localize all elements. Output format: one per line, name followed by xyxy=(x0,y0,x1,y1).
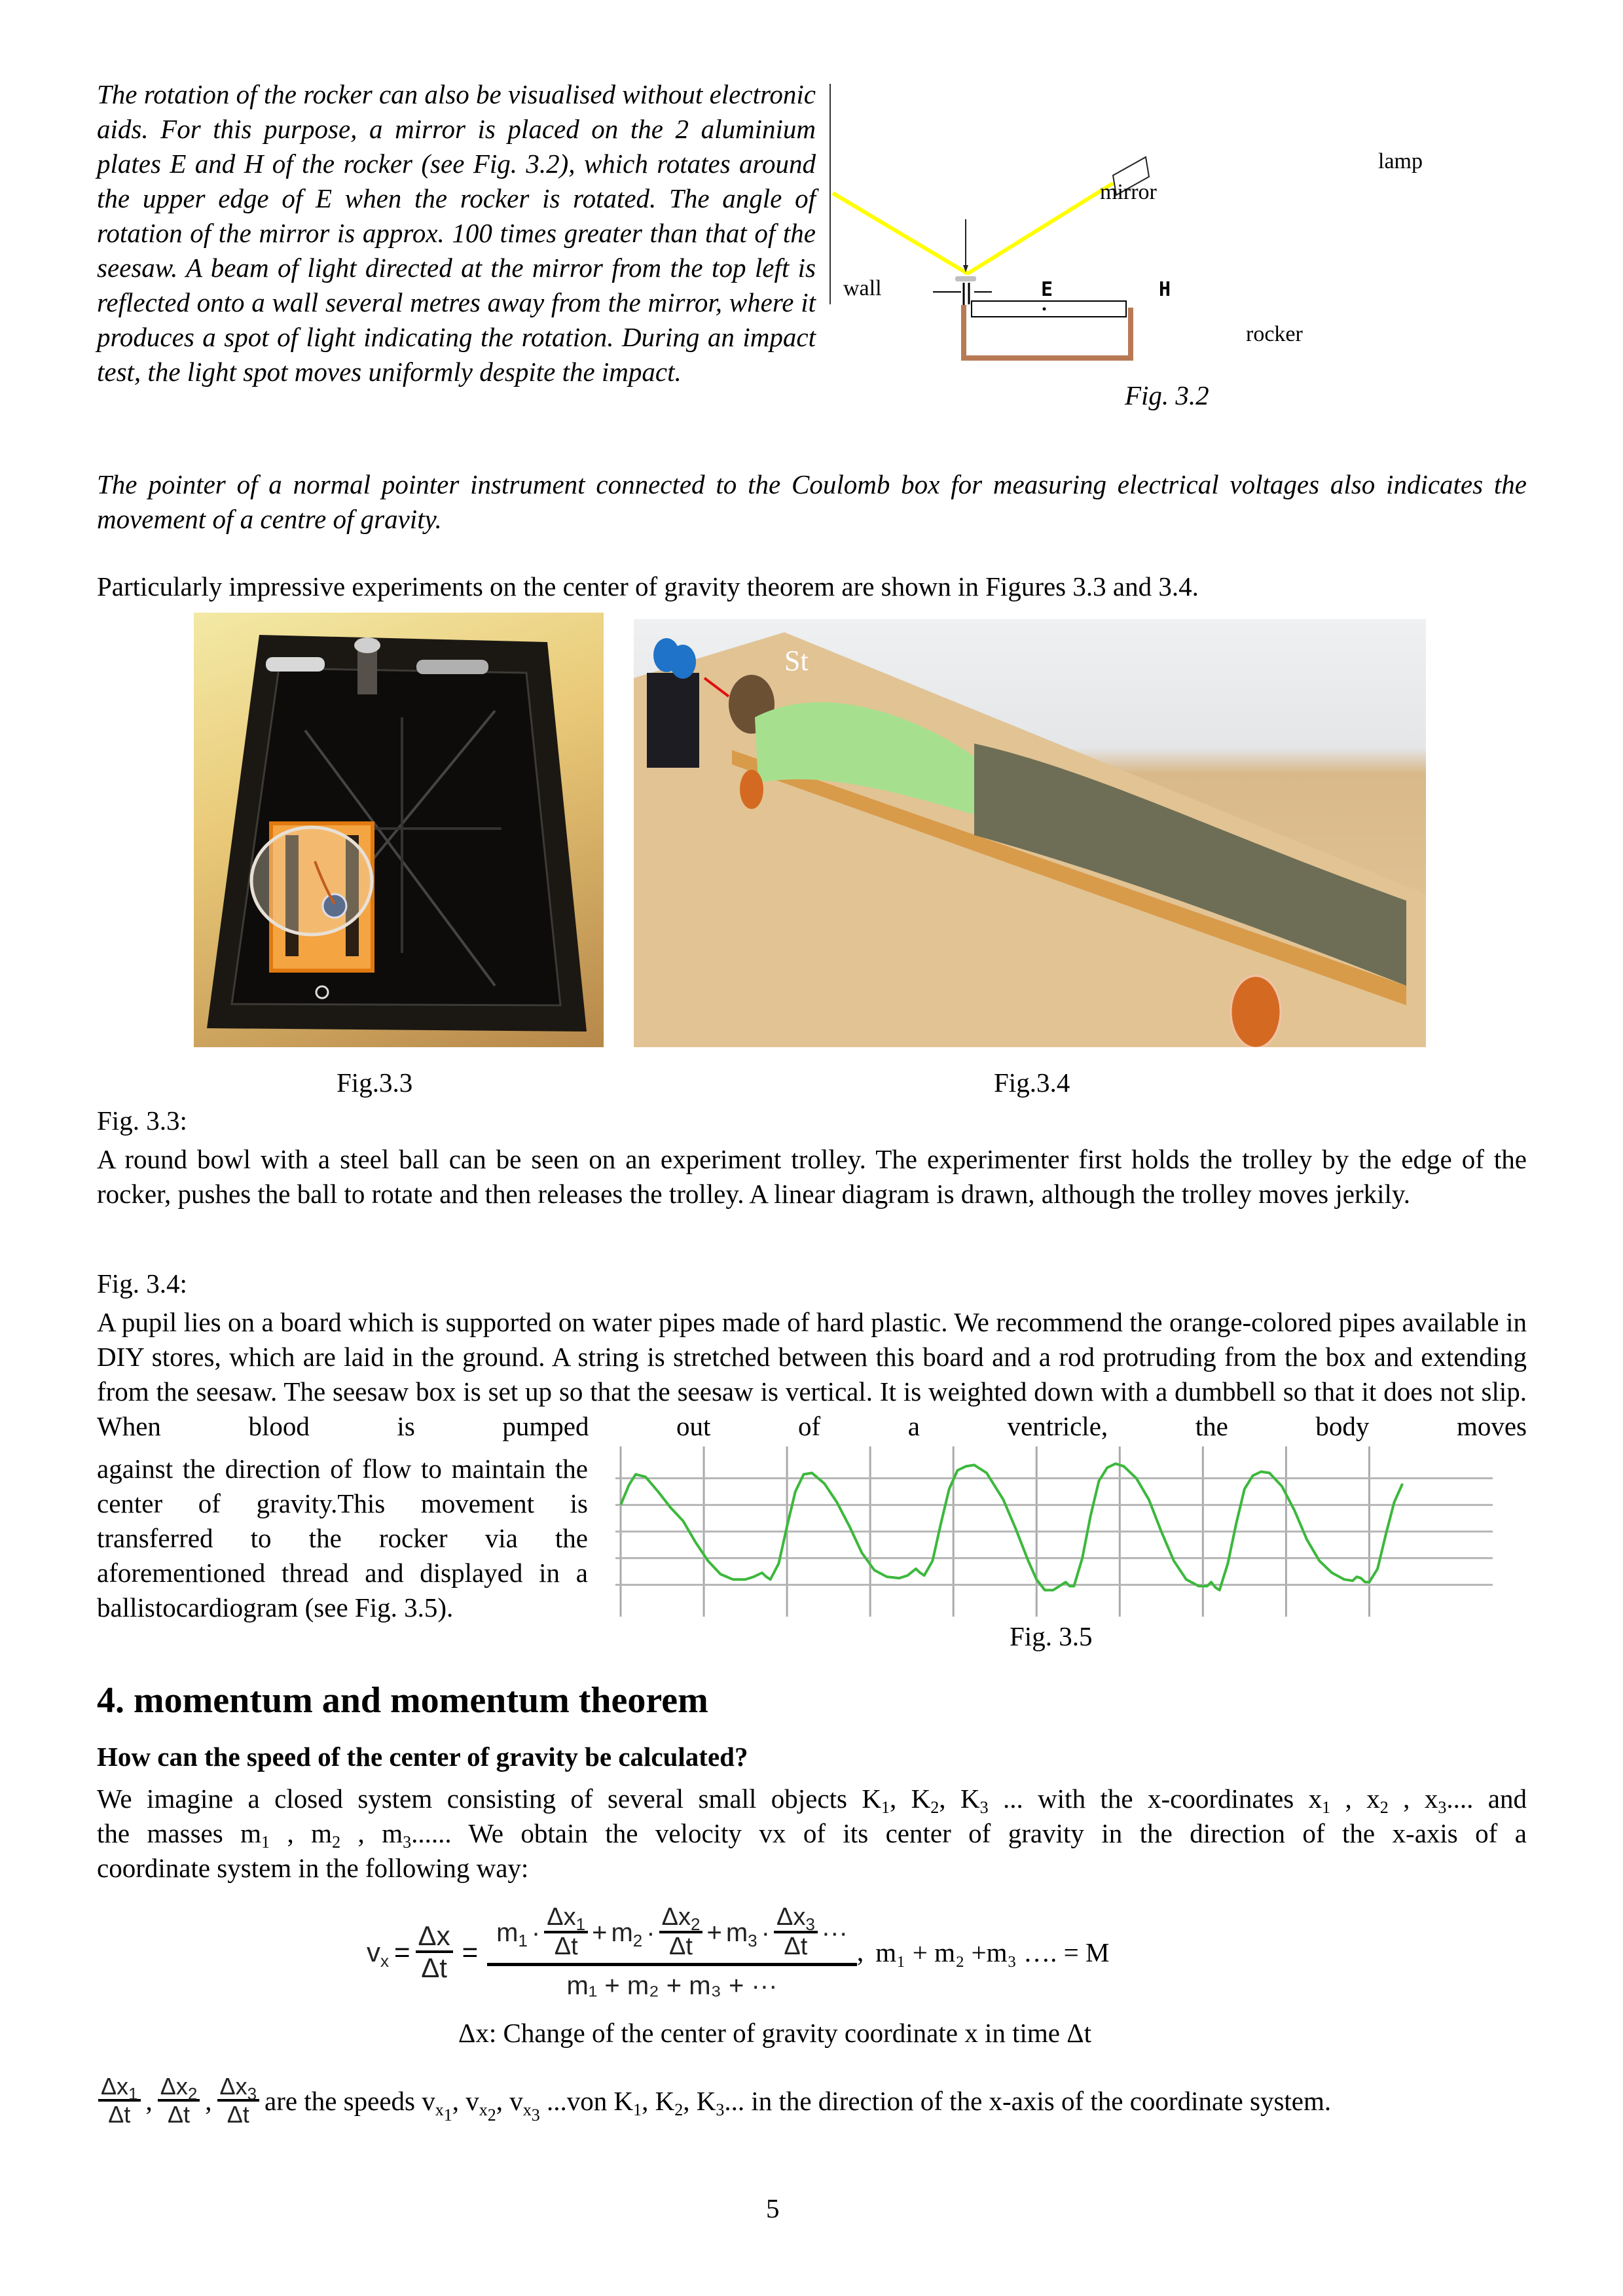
incident-beam xyxy=(968,183,1113,274)
label-plate-e: E xyxy=(1041,278,1053,301)
section-4-title: 4. momentum and momentum theorem xyxy=(97,1680,708,1721)
pivot-point xyxy=(1043,308,1046,311)
formula-numerator: $m_1$ · $\frac{\Delta x_1}{\Delta t}$ + $m_2$ · $\frac{\Delta x_2}{\Delta t}$ + $m_3$ · $\frac{\Delta x_3}{\Delta t}$ ··· xyxy=(487,1905,857,1967)
figure-3-4-photo xyxy=(634,619,1426,1047)
figure-3-3-caption: Fig.3.3 xyxy=(337,1067,413,1098)
intro-line-1: We imagine a closed system consisting of several small objects $K_1$, $K_2$, $K_3$ ... with the x-coordinates $x_1$ , $x_2$ , $x_3$.... and xyxy=(97,1784,1527,1817)
formula-mass-sum: m₁ + m₂ +m₃ …. = M xyxy=(875,1937,1110,1967)
reflected-beam xyxy=(833,193,968,274)
pointer-paragraph-text: The pointer of a normal pointer instrument connected to the Coulomb box for measuring electrical voltages also indicates the movement of a centre of gravity. xyxy=(97,469,1527,534)
formula-dx-dt: $\frac{\Delta x}{\Delta t}$ xyxy=(416,1922,453,1983)
intro-paragraph-text: The rotation of the rocker can also be visualised without electronic aids. For this purpose, a mirror is placed on the 2 aluminium plates E and H of the rocker (see Fig. 3.2), which rotates around the upper edge of E when the rocker is rotated. The angle of rotation of the mirror is approx. 100 times greater than that of the seesaw. A beam of light directed at the mirror from the top left is reflected onto a wall several metres away from the mirror, where it produces a spot of light indicating the rotation. During an impact test, the light spot moves uniformly despite the impact. xyxy=(97,79,816,387)
label-mirror: mirror xyxy=(1100,180,1157,204)
pointer-paragraph xyxy=(97,467,1527,537)
figure-3-2-caption: Fig. 3.2 xyxy=(1125,380,1209,410)
description-3-4-side xyxy=(97,1452,588,1625)
speed-fraction-2: $\frac{\Delta x_2}{\Delta t}$ xyxy=(158,2074,200,2127)
description-3-3 xyxy=(97,1103,1527,1211)
section-4-question: How can the speed of the center of gravity be calculated? xyxy=(97,1742,748,1772)
figures-intro-text: Particularly impressive experiments on the center of gravity theorem are shown in Figures 3.3 and 3.4. xyxy=(97,571,1199,601)
mirror-setup-diagram xyxy=(825,79,1532,425)
speeds-text: are the speeds $v_{x_1}$, $v_{x_2}$, $v_{x_3}$ ...von $K_1$, $K_2$, $K_3$... in the direction of the x-axis of the coordinate system. xyxy=(264,2086,1332,2125)
description-3-3-text: A round bowl with a steel ball can be seen on an experiment trolley. The experimenter first holds the trolley by the edge of the rocker, pushes the ball to rotate and then releases the trolley. A linear diagram is drawn, although the trolley moves jerkily. xyxy=(97,1144,1527,1209)
intro-line-3: coordinate system in the following way: xyxy=(97,1853,529,1883)
figure-3-5-caption: Fig. 3.5 xyxy=(1010,1621,1093,1651)
intro-paragraph xyxy=(97,77,816,389)
description-3-4 xyxy=(97,1266,1527,1444)
label-plate-h: H xyxy=(1159,278,1171,301)
formula-vx: $v_x$ xyxy=(367,1937,389,1971)
label-st: St xyxy=(784,645,809,677)
formula-equals: = xyxy=(394,1937,410,1967)
speed-fraction-3: $\frac{\Delta x_3}{\Delta t}$ xyxy=(217,2074,260,2127)
description-3-4-heading: Fig. 3.4: xyxy=(97,1268,187,1299)
label-wall: wall xyxy=(843,276,882,300)
ballistocardiogram-plot xyxy=(615,1446,1499,1617)
intro-line-2: the masses $m_1$ , $m_2$ , $m_3$...... We obtain the velocity vx of its center of gravity in the direction of the x-axis of a xyxy=(97,1818,1527,1852)
figure-3-2 xyxy=(825,79,1532,425)
figure-3-5-chart xyxy=(615,1446,1499,1617)
description-3-3-heading: Fig. 3.3: xyxy=(97,1105,187,1136)
description-3-4-text: A pupil lies on a board which is supported on water pipes made of hard plastic. We recommend the orange-colored pipes available in DIY stores, which are laid in the ground. A string is stretched between this board and a rod protruding from the box and extending from the seesaw. The seesaw box is set up so that the seesaw is vertical. It is weighted down with a dumbbell so that it does not slip. When blood is pumped out of a ventricle, the body moves xyxy=(97,1307,1527,1441)
formula-equals-2: = xyxy=(462,1937,479,1967)
mirror-shape xyxy=(955,276,976,281)
seesaw-beam xyxy=(972,301,1126,317)
section-4-intro xyxy=(97,1782,1527,1886)
description-3-4-side-text: against the direction of flow to maintain the center of gravity.This movement is transferred to the rocker via the aforementioned thread and displayed in a ballistocardiogram (see Fig. 3.5). xyxy=(97,1454,588,1623)
trolley-photo-illustration xyxy=(194,613,604,1047)
formula-denominator: m₁ + m₂ + m₃ + ··· xyxy=(566,1971,778,2001)
formula-comma: , xyxy=(856,1937,864,1967)
speed-fraction-1: $\frac{\Delta x_1}{\Delta t}$ xyxy=(98,2074,141,2127)
velocity-formula xyxy=(367,1897,1349,2008)
figure-3-3-photo xyxy=(194,613,604,1047)
figure-3-4-caption: Fig.3.4 xyxy=(994,1067,1070,1098)
ballistocardiograph-photo-illustration xyxy=(634,619,1426,1047)
label-rocker: rocker xyxy=(1246,322,1303,346)
label-lamp: lamp xyxy=(1378,149,1423,173)
page-number: 5 xyxy=(766,2193,780,2223)
delta-note: Δx: Change of the center of gravity coordinate x in time Δt xyxy=(458,2018,1091,2048)
figures-intro xyxy=(97,569,1527,604)
formula-main-fraction xyxy=(487,1905,857,2001)
speeds-line: $\frac{\Delta x_1}{\Delta t}$ , $\frac{\Delta x_2}{\Delta t}$ , $\frac{\Delta x_3}{\Delta t}$ are the speeds $v_{x_1}$, $v_{x_2}$, $v_{x_3}$ ...von $K_1$, $K_2$, $K_3$... in the direction of the x-axis of the coordinate system. xyxy=(98,2068,1532,2134)
